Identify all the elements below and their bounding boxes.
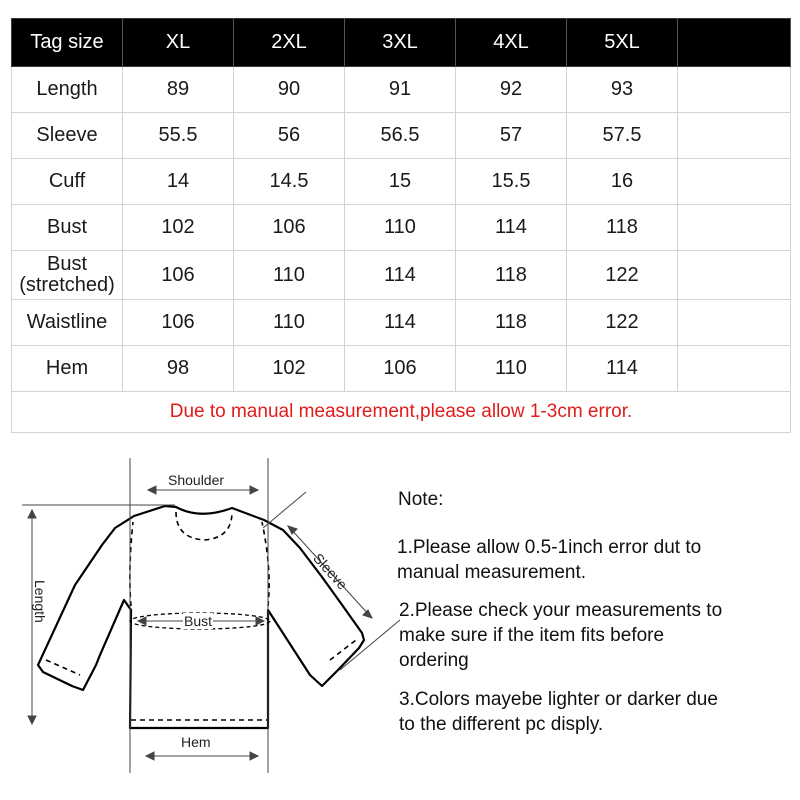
table-cell: 110 [234, 300, 345, 346]
table-cell: 106 [345, 346, 456, 392]
table-row [12, 67, 791, 113]
header-cell-2xl: 2XL [234, 19, 345, 67]
table-row [12, 300, 791, 346]
table-cell [678, 205, 791, 251]
table-cell: 57 [456, 113, 567, 159]
table-cell: 102 [234, 346, 345, 392]
table-cell: 56.5 [345, 113, 456, 159]
table-cell: 93 [567, 67, 678, 113]
row-label: Cuff [12, 159, 123, 205]
size-chart-table [11, 18, 791, 433]
table-cell: 106 [234, 205, 345, 251]
hem-label: Hem [181, 734, 211, 750]
row-label: Length [12, 67, 123, 113]
table-cell: 89 [123, 67, 234, 113]
row-label: Bust (stretched) [12, 251, 123, 300]
table-cell: 110 [456, 346, 567, 392]
note-item-3: 3.Colors mayebe lighter or darker due to the different pc disply. [399, 689, 718, 735]
table-cell [678, 159, 791, 205]
table-cell: 122 [567, 251, 678, 300]
header-cell-xl: XL [123, 19, 234, 67]
table-cell: 118 [567, 205, 678, 251]
table-row [12, 113, 791, 159]
table-cell: 92 [456, 67, 567, 113]
measurement-error-footnote: Due to manual measurement,please allow 1-3cm error. [12, 392, 791, 433]
header-cell-4xl: 4XL [456, 19, 567, 67]
header-cell-tag-size: Tag size [12, 19, 123, 67]
row-label: Hem [12, 346, 123, 392]
table-cell: 90 [234, 67, 345, 113]
table-cell: 14 [123, 159, 234, 205]
notes-title: Note: [398, 489, 444, 510]
note-item-1: 1.Please allow 0.5-1inch error dut to manual measurement. [397, 537, 702, 583]
table-cell: 114 [456, 205, 567, 251]
table-row [12, 205, 791, 251]
header-cell-empty [678, 19, 791, 67]
table-cell: 114 [567, 346, 678, 392]
table-cell: 16 [567, 159, 678, 205]
table-row [12, 346, 791, 392]
table-cell: 15.5 [456, 159, 567, 205]
table-cell [678, 300, 791, 346]
table-cell: 14.5 [234, 159, 345, 205]
row-label: Waistline [12, 300, 123, 346]
table-cell: 91 [345, 67, 456, 113]
table-cell: 98 [123, 346, 234, 392]
table-cell: 118 [456, 300, 567, 346]
row-label: Bust [12, 205, 123, 251]
table-row [12, 251, 791, 300]
table-cell: 55.5 [123, 113, 234, 159]
table-cell [678, 113, 791, 159]
sleeve-label: Sleeve [310, 550, 351, 593]
shoulder-label: Shoulder [168, 472, 225, 488]
header-cell-3xl: 3XL [345, 19, 456, 67]
bust-label: Bust [184, 613, 213, 629]
table-cell [678, 67, 791, 113]
table-cell: 56 [234, 113, 345, 159]
table-cell: 114 [345, 251, 456, 300]
note-item-2: 2.Please check your measurements to make sure if the item fits before ordering [399, 600, 723, 671]
row-label: Sleeve [12, 113, 123, 159]
table-cell: 106 [123, 300, 234, 346]
table-cell [678, 346, 791, 392]
table-cell: 114 [345, 300, 456, 346]
table-cell: 57.5 [567, 113, 678, 159]
table-cell [678, 251, 791, 300]
header-cell-5xl: 5XL [567, 19, 678, 67]
table-cell: 118 [456, 251, 567, 300]
table-cell: 15 [345, 159, 456, 205]
garment-measurement-diagram [0, 440, 400, 800]
table-cell: 110 [345, 205, 456, 251]
table-cell: 122 [567, 300, 678, 346]
table-footnote-row [12, 392, 791, 433]
table-cell: 106 [123, 251, 234, 300]
table-cell: 110 [234, 251, 345, 300]
table-cell: 102 [123, 205, 234, 251]
table-row [12, 159, 791, 205]
length-label: Length [32, 580, 48, 623]
table-header-row [12, 19, 791, 67]
